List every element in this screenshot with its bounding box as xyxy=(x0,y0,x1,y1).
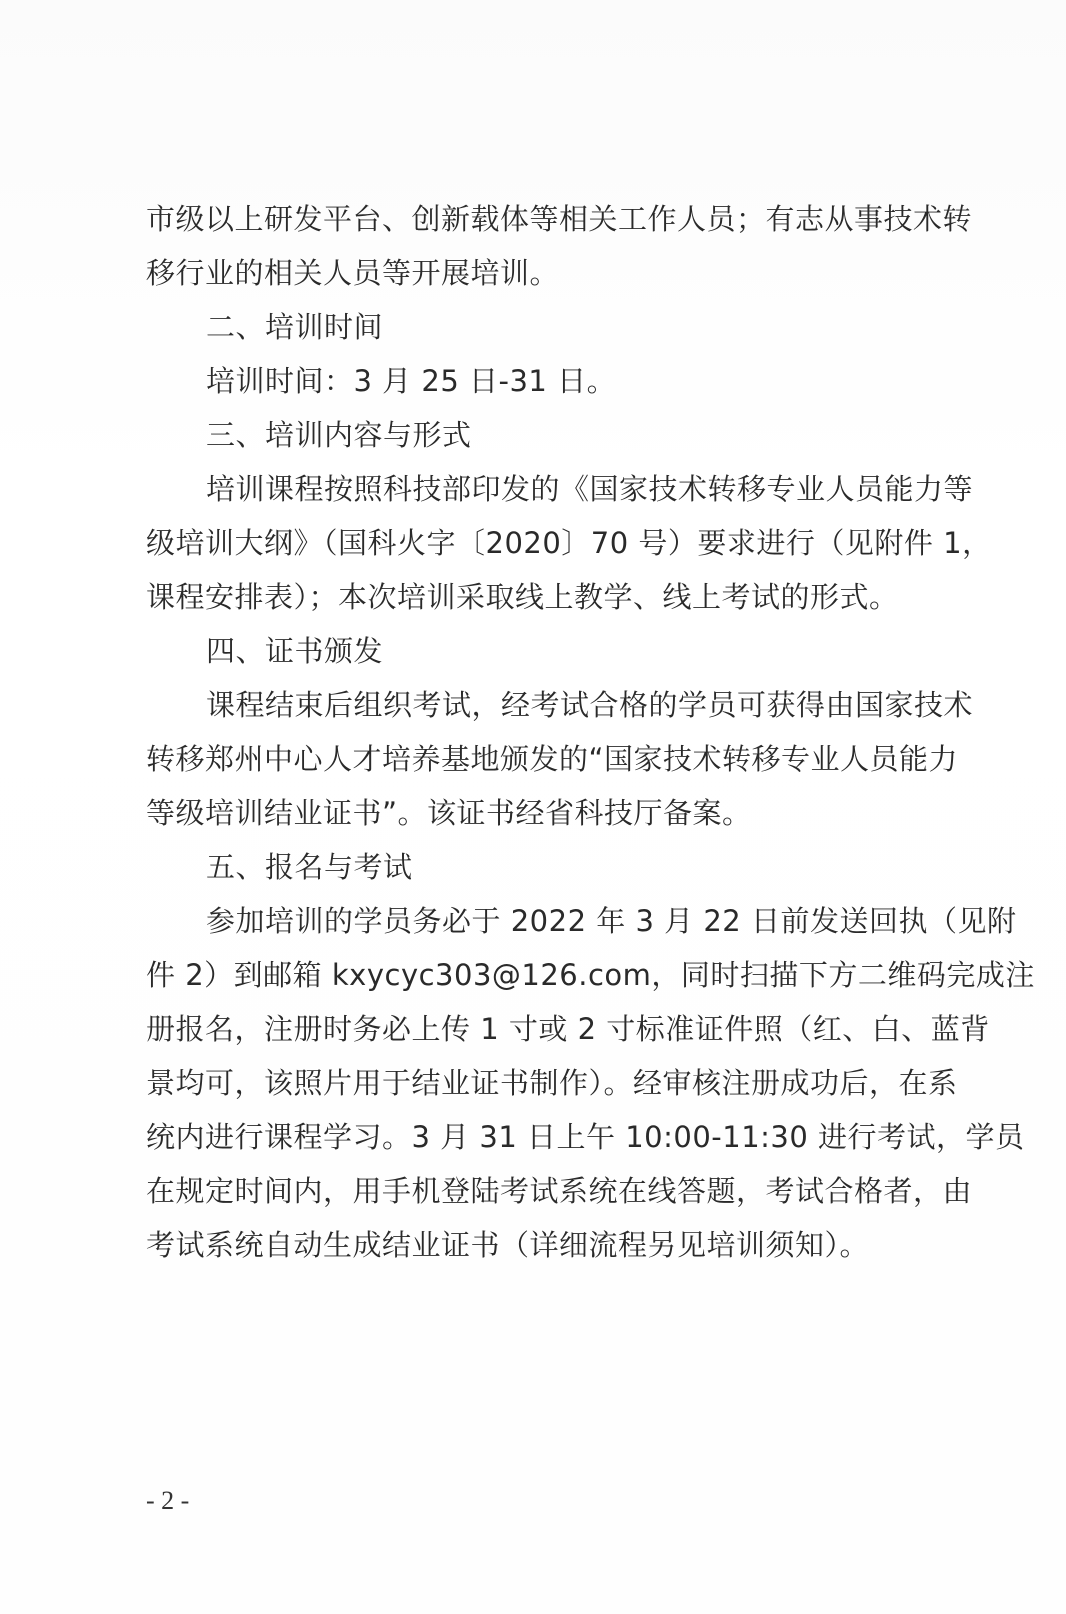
document-body xyxy=(146,192,1035,1272)
section-heading: 二、培训时间 xyxy=(206,310,384,344)
text-line: 册报名，注册时务必上传 1 寸或 2 寸标准证件照（红、白、蓝背 xyxy=(146,1012,990,1046)
text-line: 培训课程按照科技部印发的《国家技术转移专业人员能力等 xyxy=(206,472,974,506)
text-line: 统内进行课程学习。3 月 31 日上午 10:00-11:30 进行考试，学员 xyxy=(146,1120,1025,1154)
text-line: 件 2）到邮箱 kxycyc303@126.com，同时扫描下方二维码完成注 xyxy=(146,958,1035,992)
section-heading: 四、证书颁发 xyxy=(206,634,384,668)
text-line: 市级以上研发平台、创新载体等相关工作人员；有志从事技术转 xyxy=(146,202,973,236)
text-line: 课程结束后组织考试，经考试合格的学员可获得由国家技术 xyxy=(206,688,974,722)
page-number: - 2 - xyxy=(146,1486,190,1515)
text-line: 移行业的相关人员等开展培训。 xyxy=(146,256,560,290)
text-line: 转移郑州中心人才培养基地颁发的“国家技术转移专业人员能力 xyxy=(146,742,959,776)
text-line: 景均可，该照片用于结业证书制作）。经审核注册成功后，在系 xyxy=(146,1066,958,1100)
section-heading: 五、报名与考试 xyxy=(206,850,413,884)
section-heading: 三、培训内容与形式 xyxy=(206,418,472,452)
text-line: 级培训大纲》（国科火字〔2020〕70 号）要求进行（见附件 1， xyxy=(146,526,992,560)
text-line: 在规定时间内，用手机登陆考试系统在线答题，考试合格者，由 xyxy=(146,1174,973,1208)
text-line: 课程安排表）；本次培训采取线上教学、线上考试的形式。 xyxy=(146,580,899,614)
text-line: 培训时间：3 月 25 日-31 日。 xyxy=(206,364,617,398)
text-line: 参加培训的学员务必于 2022 年 3 月 22 日前发送回执（见附 xyxy=(206,904,1017,938)
text-line: 等级培训结业证书”。该证书经省科技厅备案。 xyxy=(146,796,752,830)
text-line: 考试系统自动生成结业证书（详细流程另见培训须知）。 xyxy=(146,1228,870,1262)
